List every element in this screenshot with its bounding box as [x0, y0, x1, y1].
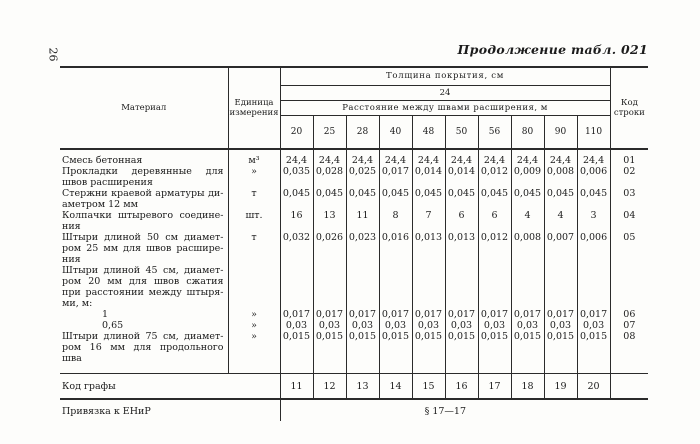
value-cell: 0,014 — [445, 166, 478, 188]
value-cell: 0,015 — [445, 331, 478, 374]
value-cell — [346, 265, 379, 309]
table-row — [60, 331, 648, 374]
value-cell — [577, 265, 610, 309]
value-cell: 16 — [280, 210, 313, 232]
column-code-empty-cell — [610, 374, 648, 400]
table-row — [60, 232, 648, 265]
header-thickness-value: 24 — [280, 85, 610, 100]
header-unit: Единица измерения — [228, 67, 280, 149]
value-cell: 0,023 — [346, 232, 379, 265]
row-code-cell — [610, 265, 648, 309]
unit-cell: » — [228, 166, 280, 188]
table-row — [60, 166, 648, 188]
material-name: Прокладки деревянные для швов расширения — [62, 166, 224, 188]
table-row — [60, 210, 648, 232]
value-cell: 0,045 — [346, 188, 379, 210]
value-cell: 0,007 — [544, 232, 577, 265]
unit-cell — [228, 265, 280, 309]
value-cell: 0,015 — [412, 331, 445, 374]
value-cell: 0,03 — [478, 320, 511, 331]
value-cell: 0,017 — [313, 309, 346, 320]
header-spacing-col: 56 — [478, 115, 511, 149]
value-cell: 24,4 — [544, 149, 577, 166]
row-code-cell: 04 — [610, 210, 648, 232]
value-cell: 0,017 — [280, 309, 313, 320]
value-cell: 6 — [445, 210, 478, 232]
value-cell: 0,03 — [313, 320, 346, 331]
material-name: Колпачки штыревого соединения — [62, 210, 224, 232]
table-row — [60, 188, 648, 210]
material-name: Штыри длиной 75 см, диаметром 16 мм для продольного шва — [62, 331, 224, 364]
header-row-code: Код строки — [610, 67, 648, 149]
column-code-label: Код графы — [60, 374, 280, 400]
value-cell: 8 — [379, 210, 412, 232]
header-spacing: Расстояние между швами расширения, м — [280, 100, 610, 115]
value-cell: 0,03 — [511, 320, 544, 331]
page-number: 26 — [46, 47, 60, 62]
value-cell: 0,016 — [379, 232, 412, 265]
row-code-cell: 01 — [610, 149, 648, 166]
material-name: Стержни краевой арматуры диаметром 12 мм — [62, 188, 224, 210]
value-cell: 0,025 — [346, 166, 379, 188]
value-cell: 0,032 — [280, 232, 313, 265]
value-cell: 24,4 — [577, 149, 610, 166]
value-cell: 24,4 — [313, 149, 346, 166]
header-spacing-col: 80 — [511, 115, 544, 149]
value-cell: 0,028 — [313, 166, 346, 188]
value-cell: 0,014 — [412, 166, 445, 188]
value-cell — [379, 265, 412, 309]
header-spacing-col: 28 — [346, 115, 379, 149]
table-row — [60, 320, 648, 331]
unit-cell: м³ — [228, 149, 280, 166]
header-spacing-col: 48 — [412, 115, 445, 149]
value-cell: 0,015 — [313, 331, 346, 374]
value-cell: 0,017 — [346, 309, 379, 320]
value-cell: 0,017 — [445, 309, 478, 320]
unit-cell: » — [228, 331, 280, 374]
value-cell: 0,015 — [544, 331, 577, 374]
unit-cell: шт. — [228, 210, 280, 232]
unit-cell: » — [228, 320, 280, 331]
value-cell: 0,045 — [412, 188, 445, 210]
value-cell: 0,03 — [412, 320, 445, 331]
material-name: 1 — [102, 309, 109, 320]
value-cell: 0,015 — [280, 331, 313, 374]
column-code-cell: 14 — [379, 374, 412, 400]
row-code-cell: 03 — [610, 188, 648, 210]
table-continuation-caption: Продолжение табл. 021 — [457, 42, 648, 57]
value-cell: 0,012 — [478, 166, 511, 188]
column-code-cell: 18 — [511, 374, 544, 400]
value-cell: 0,026 — [313, 232, 346, 265]
value-cell: 0,015 — [577, 331, 610, 374]
value-cell: 24,4 — [511, 149, 544, 166]
value-cell — [445, 265, 478, 309]
value-cell: 0,03 — [544, 320, 577, 331]
value-cell: 0,045 — [577, 188, 610, 210]
row-code-cell: 07 — [610, 320, 648, 331]
header-thickness: Толщина покрытия, см — [280, 67, 610, 85]
value-cell: 0,012 — [478, 232, 511, 265]
value-cell: 24,4 — [478, 149, 511, 166]
value-cell: 4 — [544, 210, 577, 232]
row-code-cell: 02 — [610, 166, 648, 188]
header-spacing-col: 90 — [544, 115, 577, 149]
table-row — [60, 309, 648, 320]
column-code-cell: 11 — [280, 374, 313, 400]
row-code-cell: 05 — [610, 232, 648, 265]
value-cell — [544, 265, 577, 309]
value-cell: 6 — [478, 210, 511, 232]
column-code-row — [60, 374, 648, 400]
column-code-cell: 12 — [313, 374, 346, 400]
unit-cell: т — [228, 188, 280, 210]
value-cell: 0,017 — [379, 166, 412, 188]
value-cell: 0,03 — [280, 320, 313, 331]
materials-table — [60, 66, 648, 421]
row-code-cell: 06 — [610, 309, 648, 320]
value-cell: 0,017 — [412, 309, 445, 320]
value-cell — [511, 265, 544, 309]
value-cell: 0,017 — [478, 309, 511, 320]
value-cell: 4 — [511, 210, 544, 232]
header-material: Материал — [60, 67, 228, 149]
value-cell: 7 — [412, 210, 445, 232]
binding-row — [60, 399, 648, 421]
value-cell: 24,4 — [445, 149, 478, 166]
header-spacing-col: 25 — [313, 115, 346, 149]
value-cell: 0,006 — [577, 232, 610, 265]
value-cell — [478, 265, 511, 309]
value-cell: 0,045 — [313, 188, 346, 210]
table-row — [60, 265, 648, 309]
column-code-cell: 13 — [346, 374, 379, 400]
binding-value: § 17—17 — [424, 406, 467, 417]
value-cell — [313, 265, 346, 309]
header-row-thickness — [60, 67, 648, 85]
material-name: Штыри длиной 45 см, диаметром 20 мм для швов сжатия при расстоянии между штырями, м: — [62, 265, 224, 309]
value-cell: 0,03 — [379, 320, 412, 331]
value-cell: 0,015 — [511, 331, 544, 374]
material-name: Смесь бетонная — [62, 155, 143, 166]
unit-cell: » — [228, 309, 280, 320]
value-cell: 0,035 — [280, 166, 313, 188]
value-cell: 0,03 — [346, 320, 379, 331]
value-cell: 0,017 — [379, 309, 412, 320]
table-row — [60, 149, 648, 166]
value-cell: 0,013 — [412, 232, 445, 265]
unit-cell: т — [228, 232, 280, 265]
material-name: Штыри длиной 50 см диаметром 25 мм для швов расширения — [62, 232, 224, 265]
material-name: 0,65 — [102, 320, 124, 331]
binding-label: Привязка к ЕНиР — [60, 399, 280, 421]
column-code-cell: 15 — [412, 374, 445, 400]
value-cell: 0,045 — [478, 188, 511, 210]
value-cell: 0,006 — [577, 166, 610, 188]
column-code-cell: 16 — [445, 374, 478, 400]
value-cell: 0,008 — [544, 166, 577, 188]
value-cell: 0,045 — [280, 188, 313, 210]
value-cell: 24,4 — [280, 149, 313, 166]
value-cell: 0,015 — [478, 331, 511, 374]
value-cell: 0,03 — [577, 320, 610, 331]
value-cell: 13 — [313, 210, 346, 232]
value-cell — [280, 265, 313, 309]
value-cell: 0,015 — [379, 331, 412, 374]
value-cell: 24,4 — [412, 149, 445, 166]
value-cell: 0,015 — [346, 331, 379, 374]
value-cell: 24,4 — [379, 149, 412, 166]
value-cell: 3 — [577, 210, 610, 232]
value-cell — [412, 265, 445, 309]
value-cell: 0,017 — [577, 309, 610, 320]
value-cell: 0,017 — [511, 309, 544, 320]
value-cell: 0,013 — [445, 232, 478, 265]
value-cell: 0,045 — [544, 188, 577, 210]
value-cell: 0,03 — [445, 320, 478, 331]
value-cell: 0,009 — [511, 166, 544, 188]
value-cell: 0,045 — [511, 188, 544, 210]
column-code-cell: 19 — [544, 374, 577, 400]
header-spacing-col: 110 — [577, 115, 610, 149]
value-cell: 0,045 — [379, 188, 412, 210]
row-code-cell: 08 — [610, 331, 648, 374]
header-spacing-col: 40 — [379, 115, 412, 149]
value-cell: 0,017 — [544, 309, 577, 320]
binding-empty-cell — [610, 399, 648, 421]
header-spacing-col: 50 — [445, 115, 478, 149]
value-cell: 11 — [346, 210, 379, 232]
value-cell: 0,045 — [445, 188, 478, 210]
header-spacing-col: 20 — [280, 115, 313, 149]
column-code-cell: 17 — [478, 374, 511, 400]
value-cell: 24,4 — [346, 149, 379, 166]
column-code-cell: 20 — [577, 374, 610, 400]
value-cell: 0,008 — [511, 232, 544, 265]
